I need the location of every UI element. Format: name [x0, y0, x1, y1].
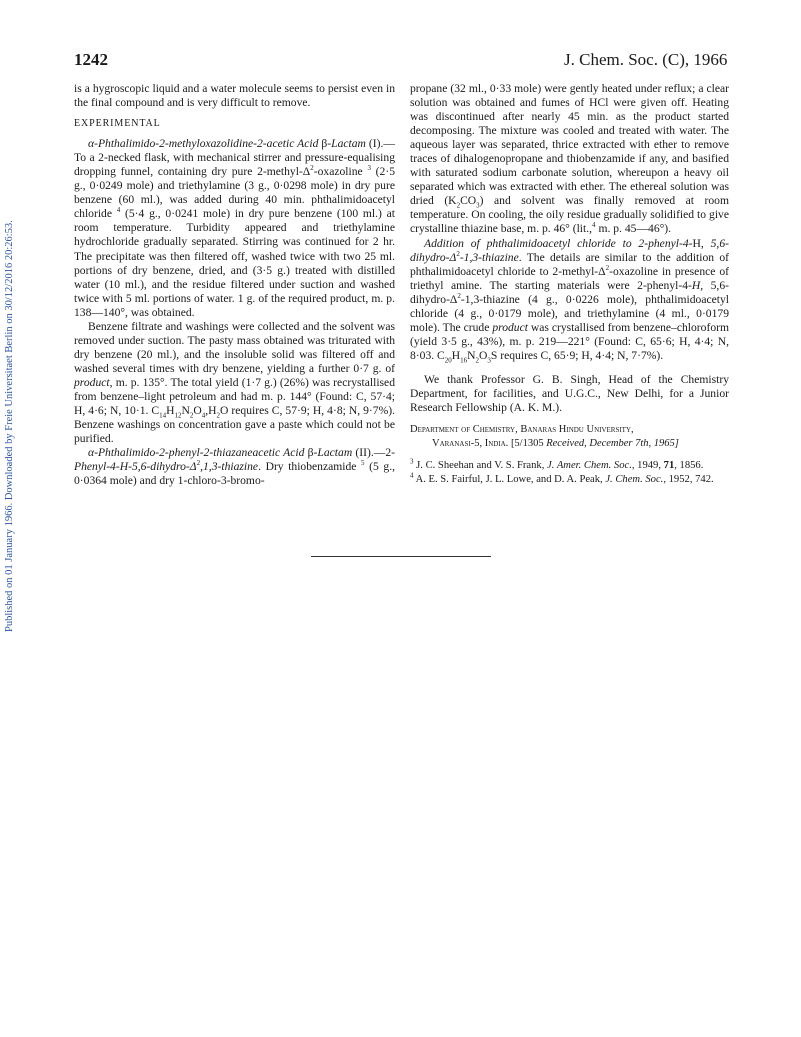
sidebar-text[interactable]: Published on 01 January 1966. Downloaded by Freie Universitaet Berlin on 30/12/2016 20:26:53.	[4, 220, 15, 632]
paragraph-thiazine-prep: propane (32 ml., 0·33 mole) were gently heated under reflux; a clear solution was obtained and fumes of HCl were given off. Heating was discontinued after nearly 45 min. as the product started decomposing. The mixture was cooled and treated with water. The aqueous layer was separated, thrice extracted with ether to remove traces of dihalogenopropane and thiobenzamide if any, and basified with saturated sodium carbonate solution, whereupon a heavy oil separated which was extracted with ether. The ethereal solution was dried $(K_2CO_3)$ and solvent was finally removed at room temperature. On cooling, the oily residue gradually solidified to give crystalline thiazine base, m. p. 46° (lit.,$^4$ m. p. 45—46°).	[410, 82, 729, 236]
publication-sidebar	[2, 184, 22, 632]
reference-3: $^3$ J. C. Sheehan and V. S. Frank, J. Amer. Chem. Soc., 1949, 71, 1856.	[410, 457, 704, 472]
acknowledgement: We thank Professor G. B. Singh, Head of the Chemistry Department, for facilities, and U.G.C., New Delhi, for a Junior Research Fellowship (A. K. M.).	[410, 372, 729, 415]
references	[410, 459, 729, 486]
left-column	[74, 82, 395, 488]
paragraph-continuation: is a hygroscopic liquid and a water molecule seems to persist even in the final compound and is very difficult to remove.	[74, 82, 395, 110]
paragraph-compound-1: α-Phthalimido-2-methyloxazolidine-2-acetic Acid β-Lactam (I).—To a 2-necked flask, with mechanical stirrer and pressure-equalising dropping funnel, containing dry pure $2-methyl-\Delta^2$-oxazoline $^3$ (2·5 g., 0·0249 mole) and triethylamine (3 g., 0·0298 mole) in dry pure benzene (60 ml.), was added during 40 min. phthalimidoacetyl chloride $^4$ (5·4 g., 0·0241 mole) in dry pure benzene (100 ml.) at room temperature. Turbidity appeared and triethylamine hydrochloride gradually separated. Stirring was continued for 2 hr. The precipitate was then filtered off, washed twice with two 25 ml. portions of dry benzene, dried, and (3·5 g.) treated with distilled water (10 ml.), and the residue filtered under suction and washed twice with 5 ml. portions of water. 1 g. of the required product, m. p. 138—140°, was obtained.	[74, 137, 396, 319]
paragraph-benzene-filtrate: Benzene filtrate and washings were collected and the solvent was removed under suction. The pasty mass obtained was triturated with dry benzene (20 ml.), and the insoluble solid was filtered off and washed several times with dry benzene, yielding a further 0·7 g. of product, m. p. 135°. The total yield (1·7 g.) (26%) was recrystallised from benzene–light petroleum and had m. p. 144° (Found: C, 57·4; H, 4·6; N, 10·1. $C_{14}H_{12}N_2O_4,H_2O$ requires C, 57·9; H, 4·8; N, 9·7%). Benzene washings on concentration gave a paste which could not be purified.	[74, 319, 395, 446]
end-rule	[311, 556, 491, 557]
right-column	[410, 82, 729, 486]
section-heading-experimental: EXPERIMENTAL	[74, 118, 161, 130]
paragraph-addition: Addition of phthalimidoacetyl chloride to 2-phenyl-4-H, $5,6-dihydro-\Delta^2-1,3$-thiazine. The details are similar to the addition of phthalimidoacetyl chloride to $2-methyl-\Delta^2$-oxazoline in presence of triethyl amine. The starting materials were 2-phenyl-4-H, $5,6-dihydro-\Delta^2-1,3$-thiazine (4 g., 0·0226 mole), phthalimidoacetyl chloride (4 g., 0·0179 mole), and triethylamine (4 ml., 0·0179 mole). The crude product was crystallised from benzene–chloroform (yield 3·5 g., 43%), m. p. 219—221° (Found: C, 65·6; H, 4·4; N, 8·03. $C_{20}H_{16}N_2O_3S$ requires C, 65·9; H, 4·4; N, 7·7%).	[410, 236, 729, 365]
paragraph-compound-2: α-Phthalimido-2-phenyl-2-thiazaneacetic Acid β-Lactam $(II).—2-Phenyl-4-H-5,6-dihydro-\Delta^2,1,3$-thiazine. Dry thiobenzamide $^5$ (5 g., 0·0364 mole) and dry 1-chloro-3-bromo-	[74, 446, 395, 488]
affiliation: Department of Chemistry, Banaras Hindu University, Varanasi-5, India. [5/1305 Received, December 7th, 1965]	[410, 424, 679, 450]
journal-header: J. Chem. Soc. (C), 1966	[564, 50, 728, 69]
reference-4: $^4$ A. E. S. Fairful, J. L. Lowe, and D. A. Peak, J. Chem. Soc., 1952, 742.	[410, 471, 714, 485]
page-number: 1242	[74, 50, 108, 69]
